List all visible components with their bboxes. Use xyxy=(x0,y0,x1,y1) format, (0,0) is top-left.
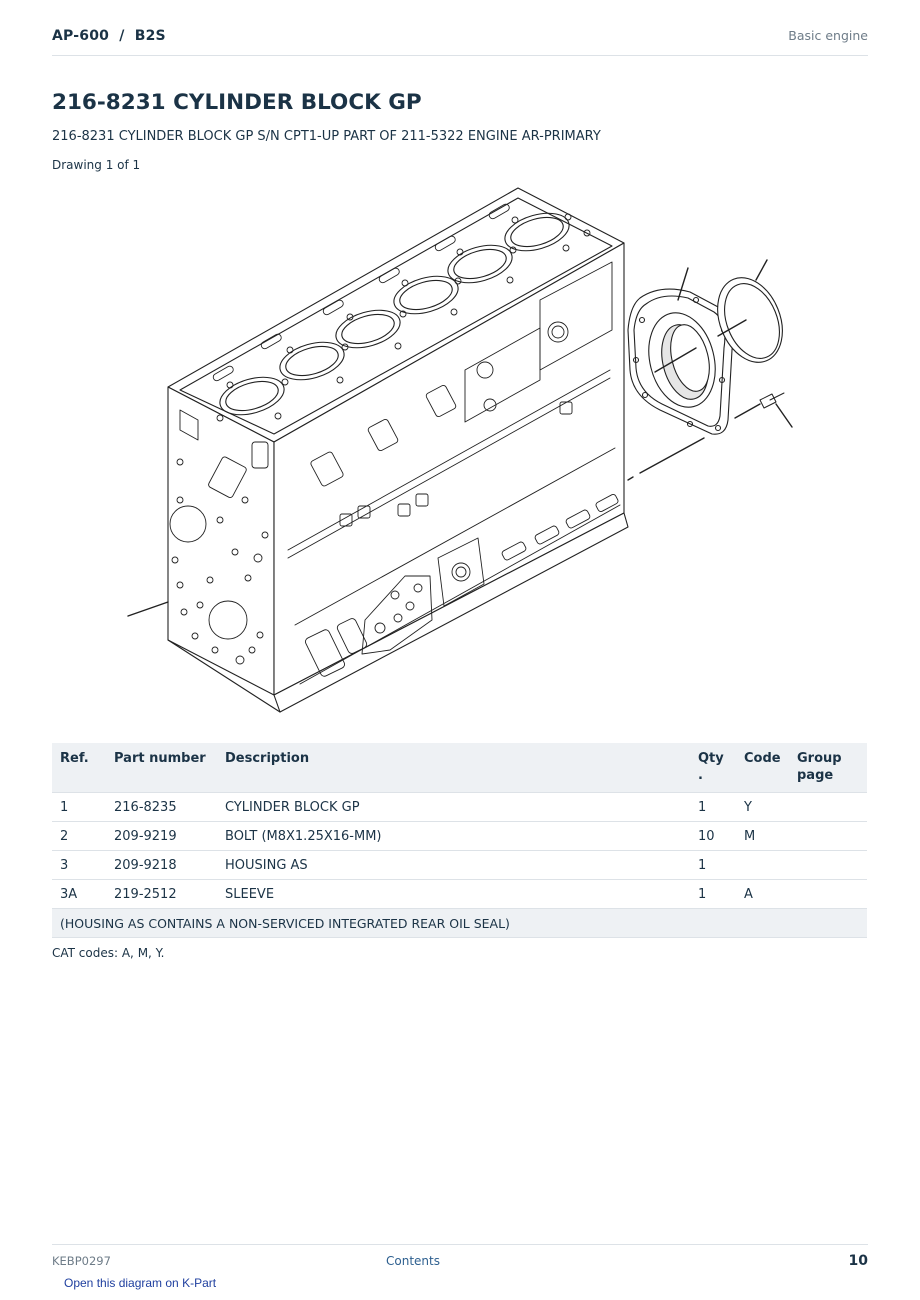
block-front-face xyxy=(168,387,274,695)
cell-part-number: 219-2512 xyxy=(106,880,217,909)
cell-part-number: 216-8235 xyxy=(106,793,217,822)
cell-qty: 1 xyxy=(690,793,736,822)
table-row xyxy=(52,851,867,880)
contents-link[interactable]: Contents xyxy=(386,1254,440,1268)
cell-ref: 3 xyxy=(52,851,106,880)
cell-description: HOUSING AS xyxy=(217,851,690,880)
page-title: 216-8231 CYLINDER BLOCK GP xyxy=(52,90,422,115)
cell-code: Y xyxy=(736,793,789,822)
table-row xyxy=(52,880,867,909)
header-ref: Ref. xyxy=(52,743,106,793)
cell-description: BOLT (M8X1.25X16-MM) xyxy=(217,822,690,851)
cell-group-page xyxy=(789,851,867,880)
cell-group-page xyxy=(789,880,867,909)
table-row xyxy=(52,822,867,851)
page-subtitle: 216-8231 CYLINDER BLOCK GP S/N CPT1-UP PART OF 211-5322 ENGINE AR-PRIMARY xyxy=(52,129,601,144)
cell-part-number: 209-9219 xyxy=(106,822,217,851)
header-group-page: Group page xyxy=(789,743,867,793)
cell-code: M xyxy=(736,822,789,851)
section-name: Basic engine xyxy=(788,28,868,43)
cell-group-page xyxy=(789,822,867,851)
cat-codes: CAT codes: A, M, Y. xyxy=(52,946,165,960)
page-number: 10 xyxy=(848,1253,868,1269)
cell-ref: 2 xyxy=(52,822,106,851)
table-header-row xyxy=(52,743,867,793)
cell-qty: 1 xyxy=(690,880,736,909)
cylinder-block-diagram xyxy=(100,180,820,725)
page-footer xyxy=(52,1244,868,1275)
parts-table xyxy=(52,743,867,938)
table-row xyxy=(52,793,867,822)
open-on-kpart-link[interactable]: Open this diagram on K-Part xyxy=(64,1276,217,1290)
model-title: AP-600 / B2S xyxy=(52,28,166,44)
header-description: Description xyxy=(217,743,690,793)
bolt xyxy=(760,393,784,408)
header-part-number: Part number xyxy=(106,743,217,793)
cell-qty: 1 xyxy=(690,851,736,880)
table-note: (HOUSING AS CONTAINS A NON-SERVICED INTEGRATED REAR OIL SEAL) xyxy=(52,909,867,938)
drawing-count: Drawing 1 of 1 xyxy=(52,158,141,172)
cell-code: A xyxy=(736,880,789,909)
page-header xyxy=(52,28,868,56)
table-note-row xyxy=(52,909,867,938)
header-qty: Qty . xyxy=(690,743,736,793)
cell-part-number: 209-9218 xyxy=(106,851,217,880)
cell-description: SLEEVE xyxy=(217,880,690,909)
cell-qty: 10 xyxy=(690,822,736,851)
header-code: Code xyxy=(736,743,789,793)
cell-ref: 3A xyxy=(52,880,106,909)
cell-code xyxy=(736,851,789,880)
cell-group-page xyxy=(789,793,867,822)
cell-ref: 1 xyxy=(52,793,106,822)
document-code: KEBP0297 xyxy=(52,1254,111,1268)
cell-description: CYLINDER BLOCK GP xyxy=(217,793,690,822)
